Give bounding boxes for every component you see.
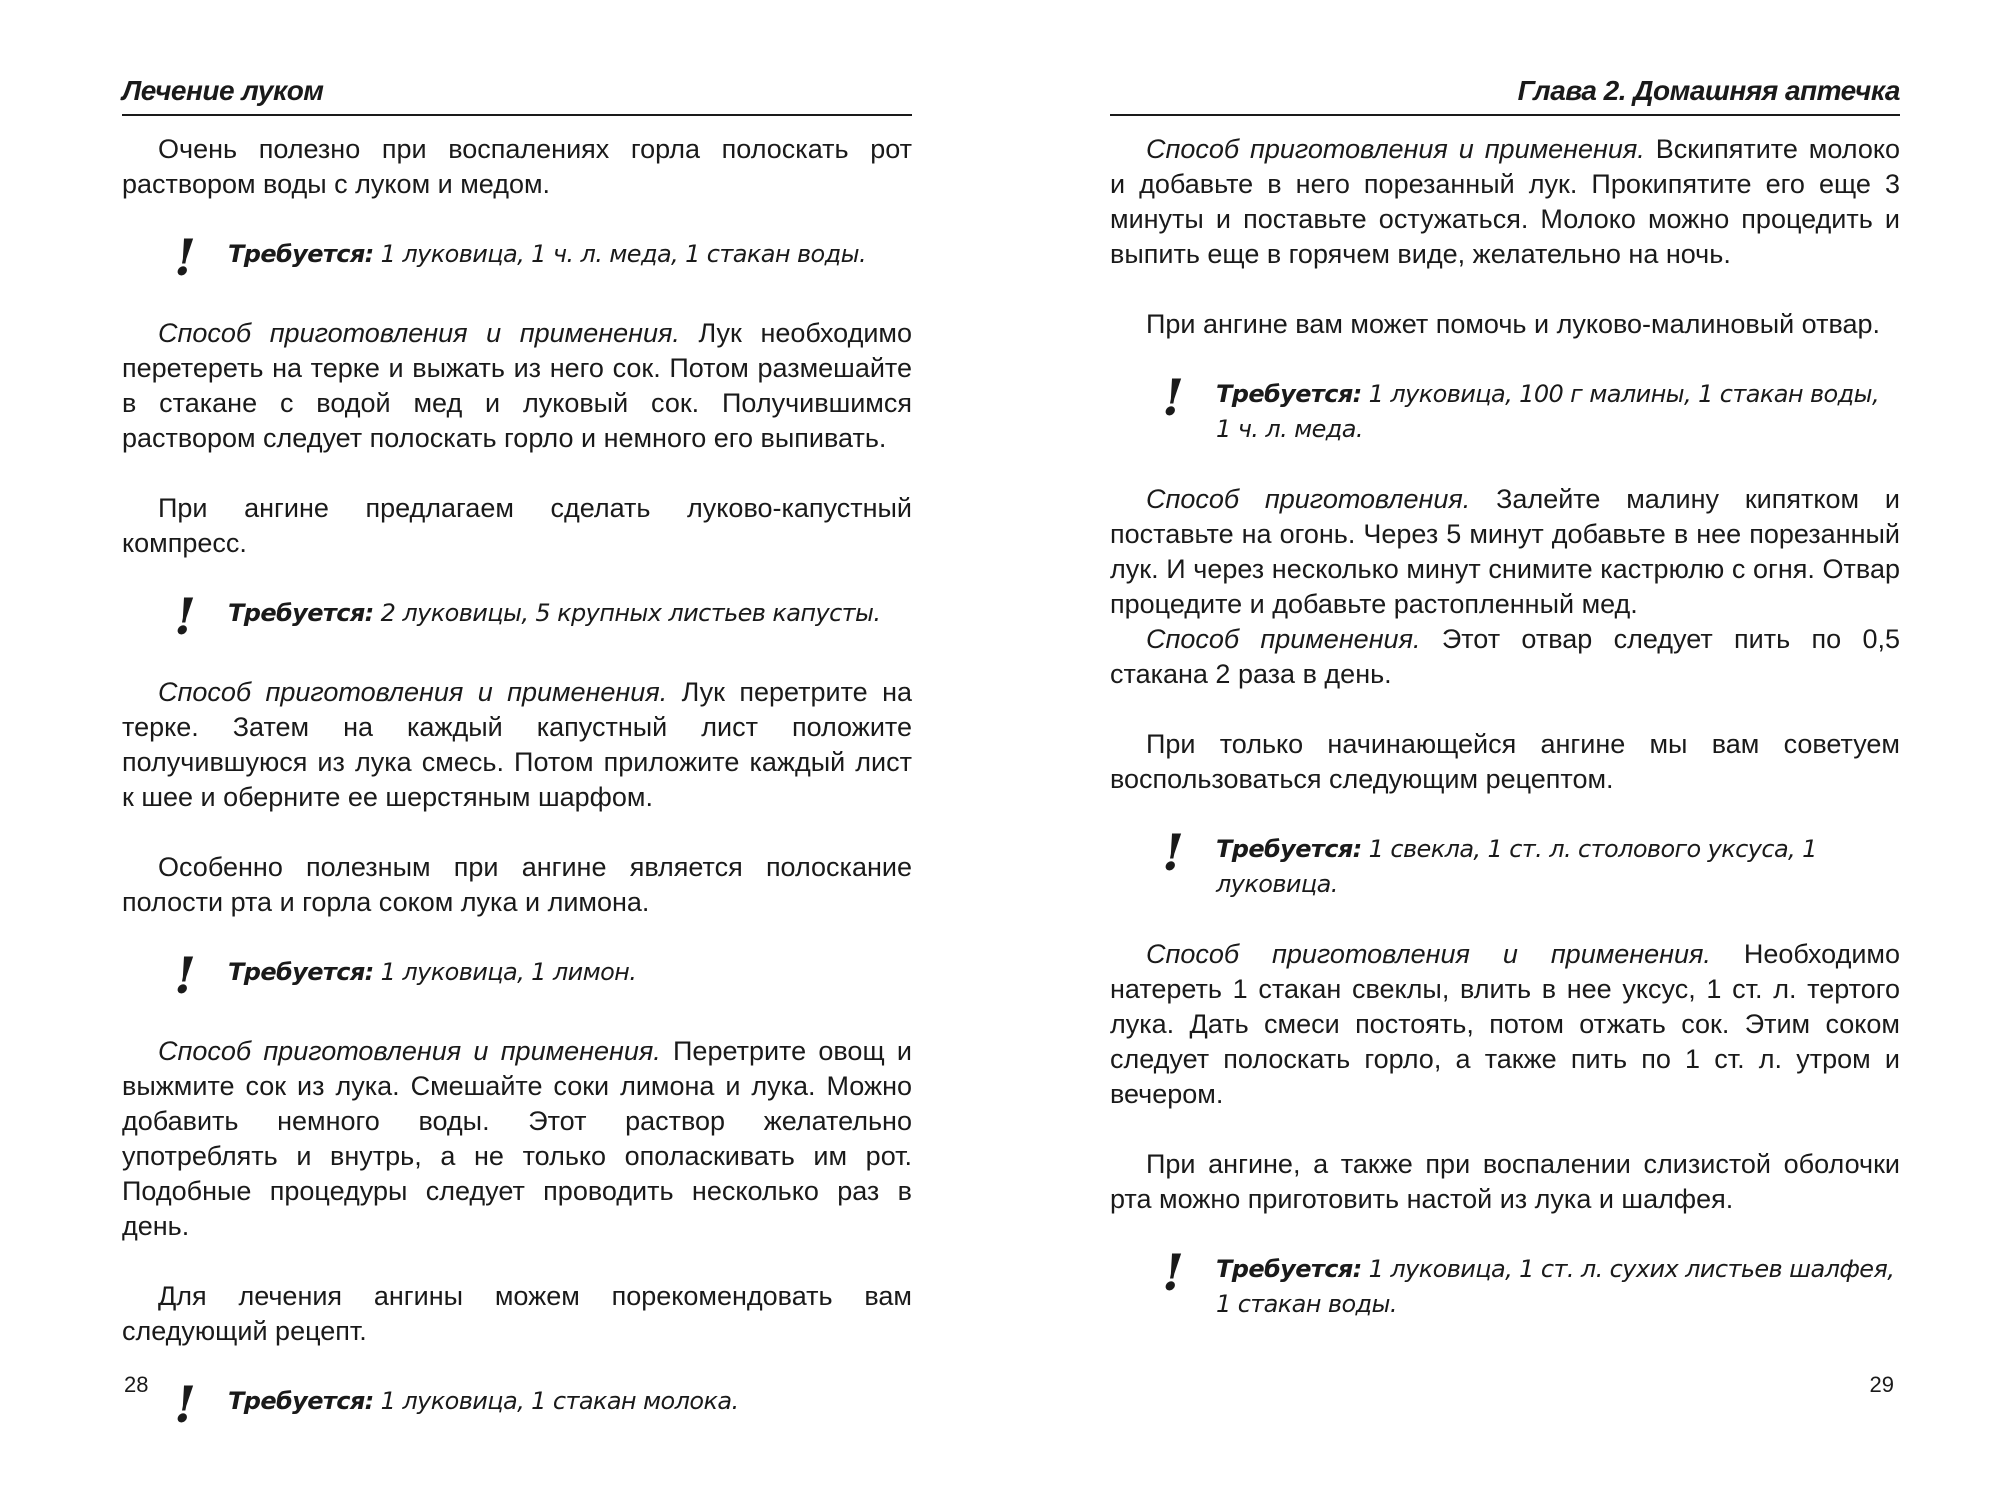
requirement-text [1216,377,1900,447]
exclamation-icon: ! [174,1375,196,1434]
paragraph: Особенно полезным при ангине является полоскание полости рта и горла соком лука и лимона. [122,852,912,917]
requirement-items: 1 луковица, 1 ч. л. меда, 1 стакан воды. [373,240,867,268]
paragraph: При ангине вам может помочь и луково-малиновый отвар. [1146,309,1881,339]
requirement-note [122,587,912,646]
method-lead: Способ приготовления и применения. [158,677,668,707]
running-head: Лечение луком [122,68,912,116]
method-lead: Способ приготовления и применения. [1146,939,1711,969]
exclamation-icon: ! [1162,368,1184,427]
requirement-items: 1 свекла, 1 ст. л. столового уксуса, 1 луковица. [1216,835,1817,898]
page-body [122,132,912,1463]
method-text: Лук необходимо перетереть на терке и выжать из него сок. Потом размешайте в стакане с водой мед и луковый сок. Получившимся раствором следует полоскать горло и немного его выпивать. [122,318,912,453]
exclamation-icon: ! [174,228,196,287]
requirement-text [1216,1252,1900,1322]
requirement-items: 1 луковица, 1 стакан молока. [373,1387,739,1415]
requirement-items: 1 луковица, 1 ст. л. сухих листьев шалфея, 1 стакан воды. [1216,1255,1895,1318]
requirement-note [122,946,912,1005]
requirement-note [1110,1243,1900,1322]
page-body [1110,132,1900,1357]
requirement-label: Требуется: [228,599,374,627]
exclamation-icon: ! [1162,1243,1184,1302]
requirement-label: Требуется: [1216,835,1362,863]
method-lead: Способ приготовления и применения. [158,1036,661,1066]
requirement-label: Требуется: [228,240,374,268]
method-lead: Способ приготовления и применения. [158,318,680,348]
method-lead: Способ приготовления и применения. [1146,134,1645,164]
requirement-note [122,228,912,287]
paragraph: При ангине, а также при воспалении слизистой оболочки рта можно приготовить настой из лука и шалфея. [1110,1149,1900,1214]
exclamation-icon: ! [174,946,196,1005]
exclamation-icon: ! [174,587,196,646]
requirement-note [1110,368,1900,447]
requirement-text [228,955,636,990]
method-text: Лук перетрите на терке. Затем на каждый капустный лист положите получившуюся из лука смесь. Потом приложите каждый лист к шее и оберните ее шерстяным шарфом. [122,677,912,812]
requirement-items: 1 луковица, 1 лимон. [373,958,637,986]
requirement-label: Требуется: [1216,1255,1362,1283]
paragraph [1110,937,1900,1112]
paragraph: При только начинающейся ангине мы вам советуем воспользоваться следующим рецептом. [1110,729,1900,794]
method-lead: Способ приготовления. [1146,484,1471,514]
paragraph: Очень полезно при воспалениях горла полоскать рот раствором воды с луком и медом. [122,134,912,199]
method-text: Этот отвар следует пить по 0,5 стакана 2 раза в день. [1110,624,1900,689]
paragraph: При ангине предлагаем сделать луково-капустный компресс. [122,493,912,558]
paragraph [122,675,912,815]
method-text: Перетрите овощ и выжмите сок из лука. Смешайте соки лимона и лука. Можно добавить немного воды. Этот раствор желательно употреблять и внутрь, а не только ополаскивать им рот. Подобные процедуры следует проводить несколько раз в день. [122,1036,912,1241]
requirement-label: Требуется: [228,958,374,986]
requirement-note [122,1375,912,1434]
requirement-text [228,237,866,272]
requirement-label: Требуется: [228,1387,374,1415]
requirement-text [228,596,880,631]
paragraph [1110,132,1900,272]
paragraph [122,1034,912,1244]
paragraph: Для лечения ангины можем порекомендовать вам следующий рецепт. [122,1281,912,1346]
requirement-items: 2 луковицы, 5 крупных листьев капусты. [373,599,881,627]
requirement-text [228,1384,739,1419]
running-head: Глава 2. Домашняя аптечка [1110,68,1900,116]
method-text: Необходимо натереть 1 стакан свеклы, влить в нее уксус, 1 ст. л. тертого лука. Дать смеси постоять, потом отжать сок. Этим соком следует полоскать горло, а также пить по 1 ст. л. утром и вечером. [1110,939,1900,1109]
requirement-label: Требуется: [1216,380,1362,408]
paragraph [122,316,912,456]
requirement-note [1110,823,1900,902]
paragraph [1110,622,1900,692]
method-lead: Способ применения. [1146,624,1421,654]
paragraph [1110,482,1900,622]
page-number: 28 [124,1372,149,1397]
requirement-text [1216,832,1900,902]
method-text: Вскипятите молоко и добавьте в него порезанный лук. Прокипятите его еще 3 минуты и поставьте остужаться. Молоко можно процедить и выпить еще в горячем виде, желательно на ночь. [1110,134,1900,269]
requirement-items: 1 луковица, 100 г малины, 1 стакан воды, 1 ч. л. меда. [1216,380,1879,443]
exclamation-icon: ! [1162,823,1184,882]
method-text: Залейте малину кипятком и поставьте на огонь. Через 5 минут добавьте в нее порезанный лук. И через несколько минут снимите кастрюлю с огня. Отвар процедите и добавьте растопленный мед. [1110,484,1900,619]
page-number: 29 [1869,1372,1894,1397]
